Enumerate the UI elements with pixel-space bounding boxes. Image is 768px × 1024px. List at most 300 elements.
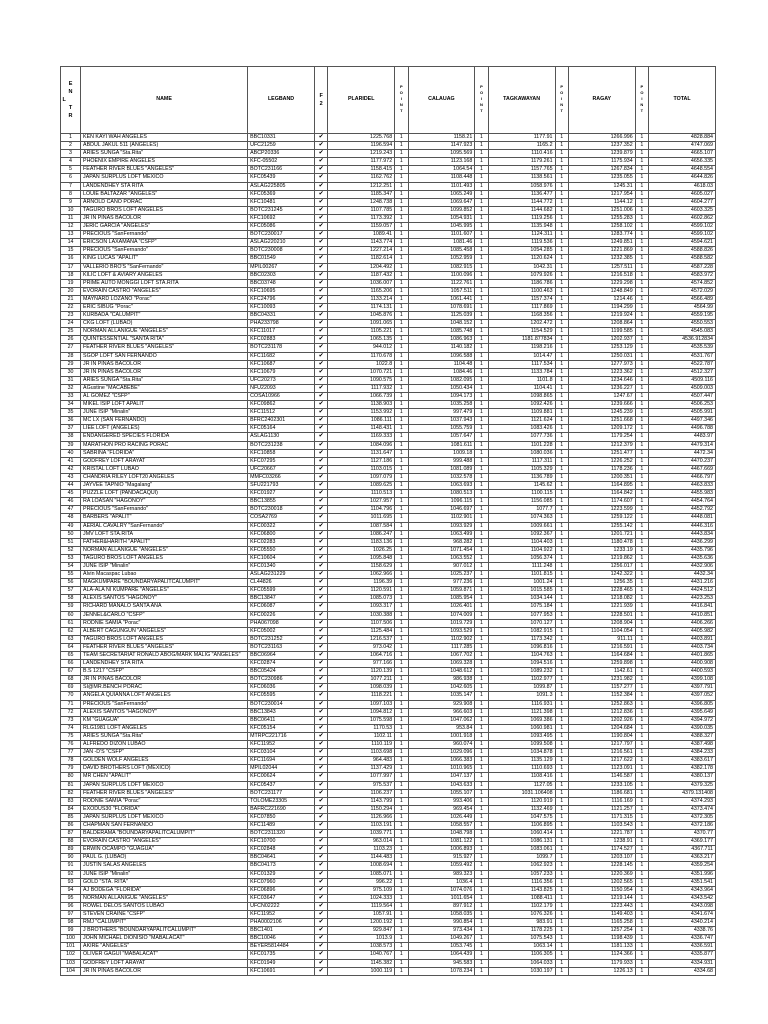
plaridel-point-cell: 1: [395, 676, 408, 684]
check-icon: ✔: [314, 376, 327, 384]
ragay-cell: 1228.465: [568, 587, 635, 595]
check-icon: ✔: [314, 749, 327, 757]
table-row: [61, 336, 716, 344]
tagkawayan-cell: 1102.977: [488, 676, 555, 684]
plaridel-cell: 1227.214: [328, 247, 395, 255]
table-row: [61, 902, 716, 910]
plaridel-cell: 1070.721: [328, 368, 395, 376]
plaridel-cell: 1036.007: [328, 279, 395, 287]
ragay-point-cell: 1: [635, 870, 648, 878]
tagkawayan-cell: 1015.585: [488, 587, 555, 595]
name-cell: B.S 1217 "CSFP": [81, 668, 248, 676]
legband-cell: BBC13855: [248, 498, 315, 506]
ragay-point-cell: 1: [635, 441, 648, 449]
plaridel-point-cell: 1: [395, 732, 408, 740]
check-icon: ✔: [314, 182, 327, 190]
plaridel-point-cell: 1: [395, 449, 408, 457]
tagkawayan-cell: 1144.682: [488, 206, 555, 214]
tagkawayan-cell: 1104.41: [488, 384, 555, 392]
ragay-cell: 1239.666: [568, 401, 635, 409]
name-cell: PRIME AUTO MONGGI LOFT STA.RITA: [81, 279, 248, 287]
ragay-point-cell: 1: [635, 902, 648, 910]
plaridel-cell: 1093.317: [328, 603, 395, 611]
legband-cell: TOLOME23305: [248, 797, 315, 805]
calauag-point-cell: 1: [475, 344, 488, 352]
plaridel-point-cell: 1: [395, 393, 408, 401]
tagkawayan-cell: 1079.926: [488, 271, 555, 279]
plaridel-point-cell: 1: [395, 514, 408, 522]
calauag-point-cell: 1: [475, 142, 488, 150]
calauag-point-cell: 1: [475, 627, 488, 635]
entry-number-cell: 80: [61, 773, 81, 781]
tagkawayan-point-cell: 1: [555, 287, 568, 295]
name-cell: ARIES SUNGA "Sta.Rita": [81, 376, 248, 384]
tagkawayan-cell: 1042.31: [488, 263, 555, 271]
check-icon: ✔: [314, 676, 327, 684]
table-row: [61, 409, 716, 417]
calauag-point-cell: 1: [475, 813, 488, 821]
calauag-point-cell: 1: [475, 700, 488, 708]
ragay-point-cell: 1: [635, 595, 648, 603]
check-icon: ✔: [314, 360, 327, 368]
name-cell: CHAPMAN SAN FERNANDO: [81, 821, 248, 829]
tagkawayan-point-cell: 1: [555, 554, 568, 562]
calauag-cell: 1078.691: [408, 303, 475, 311]
ragay-cell: 1179.254: [568, 433, 635, 441]
calauag-cell: 1063.693: [408, 482, 475, 490]
name-cell: ERICSON LAXAMANA "CSFP": [81, 239, 248, 247]
entry-number-cell: 23: [61, 312, 81, 320]
plaridel-point-cell: 1: [395, 765, 408, 773]
ragay-cell: 1198.439: [568, 935, 635, 943]
ragay-point-cell: 1: [635, 619, 648, 627]
name-cell: GOLDEN WOLF ANGELES: [81, 757, 248, 765]
entry-number-cell: 70: [61, 692, 81, 700]
calauag-point-cell: 1: [475, 765, 488, 773]
plaridel-cell: 1143.774: [328, 239, 395, 247]
tagkawayan-cell: 1177.91: [488, 134, 555, 142]
legband-cell: KFC02883: [248, 336, 315, 344]
tagkawayan-point-cell: 1: [555, 765, 568, 773]
table-row: [61, 749, 716, 757]
tagkawayan-point-cell: 1: [555, 303, 568, 311]
legband-cell: BBC1401: [248, 927, 315, 935]
entry-number-cell: 85: [61, 813, 81, 821]
check-icon: ✔: [314, 482, 327, 490]
ragay-point-cell: 1: [635, 919, 648, 927]
legband-cell: BOTC231163: [248, 643, 315, 651]
entry-number-cell: 83: [61, 797, 81, 805]
total-cell: 4531.767: [649, 352, 716, 360]
calauag-cell: 1093.529: [408, 627, 475, 635]
calauag-cell: 1059.871: [408, 587, 475, 595]
tagkawayan-point-cell: 1: [555, 506, 568, 514]
f2-header: F 2: [314, 67, 327, 134]
calauag-point-cell: 1: [475, 902, 488, 910]
check-icon: ✔: [314, 935, 327, 943]
legband-cell: KFC00322: [248, 522, 315, 530]
ragay-cell: 1252.863: [568, 700, 635, 708]
tagkawayan-point-cell: 1: [555, 862, 568, 870]
plaridel-cell: 1165.206: [328, 287, 395, 295]
legband-cell: MPIL02044: [248, 765, 315, 773]
check-icon: ✔: [314, 862, 327, 870]
name-cell: JUNE ISIP "Minalin": [81, 562, 248, 570]
check-icon: ✔: [314, 805, 327, 813]
tagkawayan-cell: 1102.179: [488, 902, 555, 910]
calauag-cell: 1042.605: [408, 684, 475, 692]
tagkawayan-cell: 1111.248: [488, 562, 555, 570]
plaridel-point-cell: 1: [395, 789, 408, 797]
plaridel-point-cell: 1: [395, 886, 408, 894]
check-icon: ✔: [314, 878, 327, 886]
ragay-point-cell: 1: [635, 765, 648, 773]
total-cell: 4396.805: [649, 700, 716, 708]
name-cell: EXODUS30 "FLORIDA": [81, 805, 248, 813]
ragay-cell: 1208.904: [568, 619, 635, 627]
ragay-point-cell: 1: [635, 303, 648, 311]
plaridel-cell: 1174.131: [328, 303, 395, 311]
calauag-cell: 1123.168: [408, 158, 475, 166]
calauag-point-cell: 1: [475, 838, 488, 846]
plaridel-cell: 1026.25: [328, 546, 395, 554]
ragay-point-cell: 1: [635, 846, 648, 854]
plaridel-point-cell: 1: [395, 603, 408, 611]
tagkawayan-cell: 1116.931: [488, 700, 555, 708]
check-icon: ✔: [314, 619, 327, 627]
tagkawayan-cell: 1179.261: [488, 158, 555, 166]
calauag-cell: 1035.147: [408, 692, 475, 700]
plaridel-cell: 1138.903: [328, 401, 395, 409]
calauag-cell: 1085.458: [408, 247, 475, 255]
entry-number-cell: 9: [61, 198, 81, 206]
legband-cell: KFC05550: [248, 546, 315, 554]
tagkawayan-cell: 1178.225: [488, 927, 555, 935]
calauag-cell: 1047.137: [408, 773, 475, 781]
results-sheet: [60, 66, 716, 976]
plaridel-point-cell: 1: [395, 247, 408, 255]
check-icon: ✔: [314, 660, 327, 668]
calauag-point-cell: 1: [475, 595, 488, 603]
ragay-cell: 1233.19: [568, 546, 635, 554]
check-icon: ✔: [314, 773, 327, 781]
legband-cell: KFC10687: [248, 360, 315, 368]
calauag-cell: 1058.557: [408, 821, 475, 829]
table-row: [61, 279, 716, 287]
total-cell: 4470.237: [649, 457, 716, 465]
name-cell: ROWEL DELOS SANTOS LUBAO: [81, 902, 248, 910]
ragay-cell: 1121.257: [568, 805, 635, 813]
calauag-point-cell: 1: [475, 781, 488, 789]
total-cell: 4452.792: [649, 506, 716, 514]
legband-cell: BEYER5814484: [248, 943, 315, 951]
name-cell: ENDANGERED SPECIES FLORIDA: [81, 433, 248, 441]
total-cell: 4454.764: [649, 498, 716, 506]
calauag-point-cell: 1: [475, 449, 488, 457]
total-cell: 4367.711: [649, 846, 716, 854]
ragay-cell: 1250.031: [568, 352, 635, 360]
calauag-cell: 1048.612: [408, 668, 475, 676]
calauag-point-cell: 1: [475, 830, 488, 838]
tagkawayan-cell: 1098.865: [488, 393, 555, 401]
ragay-cell: 1223.362: [568, 368, 635, 376]
check-icon: ✔: [314, 562, 327, 570]
calauag-cell: 1055.759: [408, 425, 475, 433]
tagkawayan-point-cell: 1: [555, 781, 568, 789]
tagkawayan-cell: 1132.469: [488, 805, 555, 813]
calauag-cell: 1032.578: [408, 473, 475, 481]
plaridel-cell: 1170.678: [328, 352, 395, 360]
calauag-cell: 1001.918: [408, 732, 475, 740]
check-icon: ✔: [314, 813, 327, 821]
tagkawayan-point-cell: 1: [555, 571, 568, 579]
ragay-point-cell: 1: [635, 376, 648, 384]
tagkawayan-cell: 1105.329: [488, 465, 555, 473]
name-cell: VALLERIO BRO'S "SanFernando": [81, 263, 248, 271]
calauag-point-cell: 1: [475, 247, 488, 255]
legband-cell: BBC13843: [248, 708, 315, 716]
tagkawayan-point-cell: 1: [555, 433, 568, 441]
calauag-cell: 1026.401: [408, 603, 475, 611]
ragay-cell: 1235.055: [568, 174, 635, 182]
plaridel-point-cell: 1: [395, 554, 408, 562]
tagkawayan-point-cell: 1: [555, 919, 568, 927]
ragay-point-cell: 1: [635, 287, 648, 295]
calauag-point-cell: 1: [475, 554, 488, 562]
plaridel-point-cell: 1: [395, 506, 408, 514]
check-icon: ✔: [314, 627, 327, 635]
plaridel-cell: 1084.096: [328, 441, 395, 449]
name-cell: GODFREY LOFT ARAYAT: [81, 457, 248, 465]
tagkawayan-point-cell: 1: [555, 660, 568, 668]
legband-cell: COSA10966: [248, 393, 315, 401]
check-icon: ✔: [314, 279, 327, 287]
legband-cell: KFC11694: [248, 757, 315, 765]
name-cell: FEATHER RIVER BLUES "ANGELES": [81, 344, 248, 352]
legband-cell: KFC05164: [248, 425, 315, 433]
ragay-point-cell: 1: [635, 174, 648, 182]
check-icon: ✔: [314, 708, 327, 716]
table-row: [61, 223, 716, 231]
entry-number-cell: 92: [61, 870, 81, 878]
calauag-point-cell: 1: [475, 409, 488, 417]
name-cell: PRECIOUS "SanFernando": [81, 506, 248, 514]
name-cell: JAYVEE TAPNIO "Magalang": [81, 482, 248, 490]
entry-number-cell: 60: [61, 611, 81, 619]
table-row: [61, 514, 716, 522]
plaridel-cell: 1097.103: [328, 700, 395, 708]
table-row: [61, 797, 716, 805]
plaridel-point-cell: 1: [395, 943, 408, 951]
table-row: [61, 142, 716, 150]
name-cell: SI@MR.BENCH PORAC: [81, 684, 248, 692]
tagkawayan-cell: 1110.693: [488, 765, 555, 773]
legband-cell: KFC05154: [248, 724, 315, 732]
legband-cell: BOTC230014: [248, 700, 315, 708]
entry-number-cell: 5: [61, 166, 81, 174]
plaridel-cell: 963.014: [328, 838, 395, 846]
legband-cell: BOTC230017: [248, 231, 315, 239]
table-row: [61, 482, 716, 490]
calauag-cell: 1026.449: [408, 813, 475, 821]
check-icon: ✔: [314, 409, 327, 417]
name-cell: TAGURO BROS LOFT ANGELES: [81, 206, 248, 214]
check-icon: ✔: [314, 465, 327, 473]
total-cell: 4588.582: [649, 255, 716, 263]
tagkawayan-point-cell: 1: [555, 239, 568, 247]
total-cell: 4588.826: [649, 247, 716, 255]
table-row: [61, 417, 716, 425]
total-cell: 4372.305: [649, 813, 716, 821]
calauag-point-cell: 1: [475, 562, 488, 570]
check-icon: ✔: [314, 142, 327, 150]
check-icon: ✔: [314, 425, 327, 433]
table-row: [61, 700, 716, 708]
calauag-cell: 1049.267: [408, 935, 475, 943]
calauag-cell: 1058.035: [408, 911, 475, 919]
entry-header: E N L T R: [61, 67, 81, 134]
ragay-point-cell: 1: [635, 951, 648, 959]
legband-cell: UFC20667: [248, 465, 315, 473]
plaridel-point-cell: 1: [395, 174, 408, 182]
entry-number-cell: 57: [61, 587, 81, 595]
calauag-cell: 1101.493: [408, 182, 475, 190]
calauag-cell: 1025.237: [408, 571, 475, 579]
name-cell: KURBADA "CALUMPIT": [81, 312, 248, 320]
table-row: [61, 214, 716, 222]
check-icon: ✔: [314, 417, 327, 425]
table-row: [61, 166, 716, 174]
total-cell: 4379.131408: [649, 789, 716, 797]
tagkawayan-cell: 1101.8: [488, 376, 555, 384]
calauag-point-cell: 1: [475, 376, 488, 384]
ragay-cell: 1209.172: [568, 425, 635, 433]
legband-cell: MTRPC221716: [248, 732, 315, 740]
ragay-point-cell: 1: [635, 336, 648, 344]
calauag-cell: 1082.095: [408, 376, 475, 384]
name-cell: FATHER&HARITH "APALIT": [81, 538, 248, 546]
calauag-point-cell: 1: [475, 959, 488, 967]
calauag-cell: 1063.499: [408, 530, 475, 538]
ragay-point-cell: 1: [635, 384, 648, 392]
table-row: [61, 927, 716, 935]
plaridel-point-cell: 1: [395, 911, 408, 919]
ragay-cell: 1194.299: [568, 303, 635, 311]
table-row: [61, 554, 716, 562]
table-row: [61, 425, 716, 433]
table-row: [61, 862, 716, 870]
tagkawayan-point-cell: 1: [555, 360, 568, 368]
calauag-cell: 1029.096: [408, 749, 475, 757]
total-cell: 4583.972: [649, 271, 716, 279]
check-icon: ✔: [314, 911, 327, 919]
name-cell: KILIC LOFT & AVIARY ANGELES: [81, 271, 248, 279]
ragay-cell: 1174.527: [568, 846, 635, 854]
tagkawayan-point-cell: 1: [555, 336, 568, 344]
calauag-point-cell: 1: [475, 425, 488, 433]
plaridel-cell: 1225.768: [328, 134, 395, 142]
plaridel-cell: 1039.771: [328, 830, 395, 838]
ragay-cell: 1212.836: [568, 708, 635, 716]
ragay-cell: 1239.879: [568, 150, 635, 158]
tagkawayan-point-cell: 1: [555, 854, 568, 862]
tagkawayan-point-cell: 1: [555, 328, 568, 336]
tagkawayan-point-cell: 1: [555, 741, 568, 749]
ragay-point-cell: 1: [635, 312, 648, 320]
legband-cell: KFC10691: [248, 967, 315, 975]
header-row: [61, 67, 716, 134]
total-cell: 4335.877: [649, 951, 716, 959]
tagkawayan-point-cell: 1: [555, 603, 568, 611]
plaridel-point-cell: 1: [395, 417, 408, 425]
total-cell: 4384.233: [649, 749, 716, 757]
calauag-point-cell: 1: [475, 635, 488, 643]
check-icon: ✔: [314, 344, 327, 352]
table-row: [61, 498, 716, 506]
point-header: P O I N T: [395, 67, 408, 134]
plaridel-cell: 1104.796: [328, 506, 395, 514]
calauag-point-cell: 1: [475, 571, 488, 579]
ragay-point-cell: 1: [635, 425, 648, 433]
plaridel-point-cell: 1: [395, 214, 408, 222]
calauag-point-cell: 1: [475, 498, 488, 506]
tagkawayan-cell: 1202.472: [488, 320, 555, 328]
calauag-cell: 986.938: [408, 676, 475, 684]
legband-cell: BBC06964: [248, 652, 315, 660]
legband-cell: NFU22093: [248, 384, 315, 392]
entry-number-cell: 75: [61, 732, 81, 740]
total-cell: 4506.253: [649, 401, 716, 409]
name-cell: AJ BODEGA "FLORIDA": [81, 886, 248, 894]
ragay-point-cell: 1: [635, 886, 648, 894]
ragay-point-cell: 1: [635, 854, 648, 862]
name-cell: BARBERS "APALIT": [81, 514, 248, 522]
ragay-cell: 1124.366: [568, 951, 635, 959]
entry-number-cell: 3: [61, 150, 81, 158]
name-cell: KEN KAYI WAH ANGELES: [81, 134, 248, 142]
entry-number-cell: 7: [61, 182, 81, 190]
plaridel-point-cell: 1: [395, 498, 408, 506]
ragay-cell: 1247.67: [568, 393, 635, 401]
plaridel-point-cell: 1: [395, 805, 408, 813]
plaridel-cell: 1153.992: [328, 409, 395, 417]
plaridel-cell: 1158.629: [328, 562, 395, 570]
ragay-cell: 1216.591: [568, 643, 635, 651]
ragay-cell: 1174.607: [568, 498, 635, 506]
ragay-point-cell: 1: [635, 360, 648, 368]
tagkawayan-cell: 1094.516: [488, 660, 555, 668]
tagkawayan-point-cell: 1: [555, 142, 568, 150]
total-cell: 4463.833: [649, 482, 716, 490]
table-row: [61, 652, 716, 660]
plaridel-cell: 1144.483: [328, 854, 395, 862]
legband-cell: KFC09862: [248, 401, 315, 409]
total-cell: 4483.97: [649, 433, 716, 441]
calauag-point-cell: 1: [475, 190, 488, 198]
entry-number-cell: 4: [61, 158, 81, 166]
tagkawayan-cell: 1198.216: [488, 344, 555, 352]
name-cell: ERWIN OCAMPO "GUAGUA": [81, 846, 248, 854]
table-row: [61, 579, 716, 587]
entry-number-cell: 93: [61, 878, 81, 886]
tagkawayan-point-cell: 1: [555, 708, 568, 716]
calauag-point-cell: 1: [475, 789, 488, 797]
tagkawayan-point-cell: 1: [555, 943, 568, 951]
tagkawayan-point-cell: 1: [555, 838, 568, 846]
ragay-point-cell: 1: [635, 134, 648, 142]
plaridel-cell: 1064.716: [328, 652, 395, 660]
plaridel-cell: 1148.431: [328, 425, 395, 433]
